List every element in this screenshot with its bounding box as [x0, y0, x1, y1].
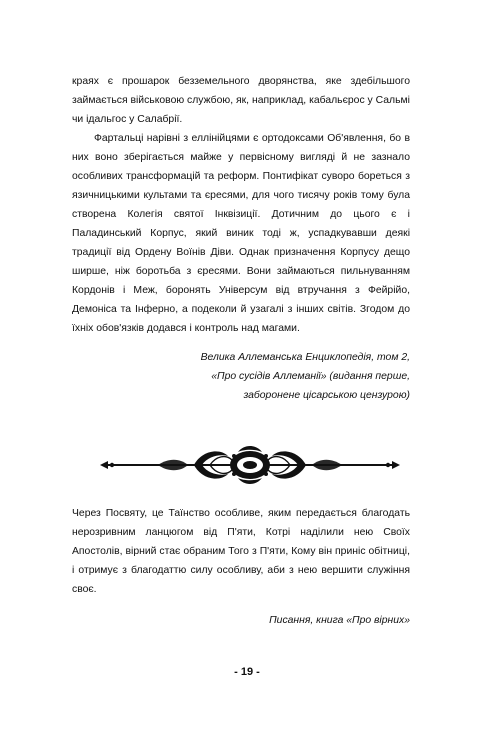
excerpt-paragraph-1: краях є прошарок безземельного дворянства, яке здебільшого займається військовою службою, як, наприклад, кабальєрос у Сальмі чи ідальгос у Салабрії.	[72, 76, 410, 125]
excerpt-paragraph-2: Фартальці нарівні з еллінійцями є ортодоксами Об'явлення, бо в них воно зберігається майже у первісному вигляді й не зазнало особливих трансформацій та реформ. Понтифікат суворо бореться з язичницькими культами та єресями, для чого тисячу років тому була створена Колегія святої Інквізиції. Дотичним до цього є і Паладинський Корпус, який виник тоді ж, успадкувавши деякі традиції від Ордену Воїнів Діви. Однак призначення Корпусу дещо ширше, ніж боротьба з єресями. Вони займаються пильнуванням Кордонів і Меж, боронять Універсум від втручання з Фейрійо, Демоніса та Інферно, а подеколи й узагалі з інших світів. Згодом до їхніх обов'язків додався і контроль над магами.	[72, 133, 410, 334]
attribution-line-2: «Про сусідів Аллеманії» (видання перше,	[211, 371, 410, 382]
encyclopedia-excerpt	[72, 72, 410, 338]
encyclopedia-attribution	[110, 348, 410, 405]
attribution-line-3: заборонене цісарською цензурою)	[243, 390, 410, 401]
scripture-attribution-line: Писання, книга «Про вірних»	[269, 615, 410, 626]
page-number: - 19 -	[234, 666, 260, 678]
scripture-excerpt	[72, 504, 410, 599]
decorative-divider-ornament	[98, 444, 402, 486]
scripture-attribution	[110, 611, 410, 630]
attribution-line-1: Велика Аллеманська Енциклопедія, том 2,	[200, 352, 410, 363]
scripture-paragraph: Через Посвяту, це Таїнство особливе, яким передається благодать нерозривним ланцюгом від П'яти, Котрі наділили нею Своїх Апостолів, вірний стає обраним Того з П'яти, Кому він приніс обітниці, і отримує з благодаттю силу особливу, аби з нею вершити служіння своє.	[72, 508, 410, 595]
